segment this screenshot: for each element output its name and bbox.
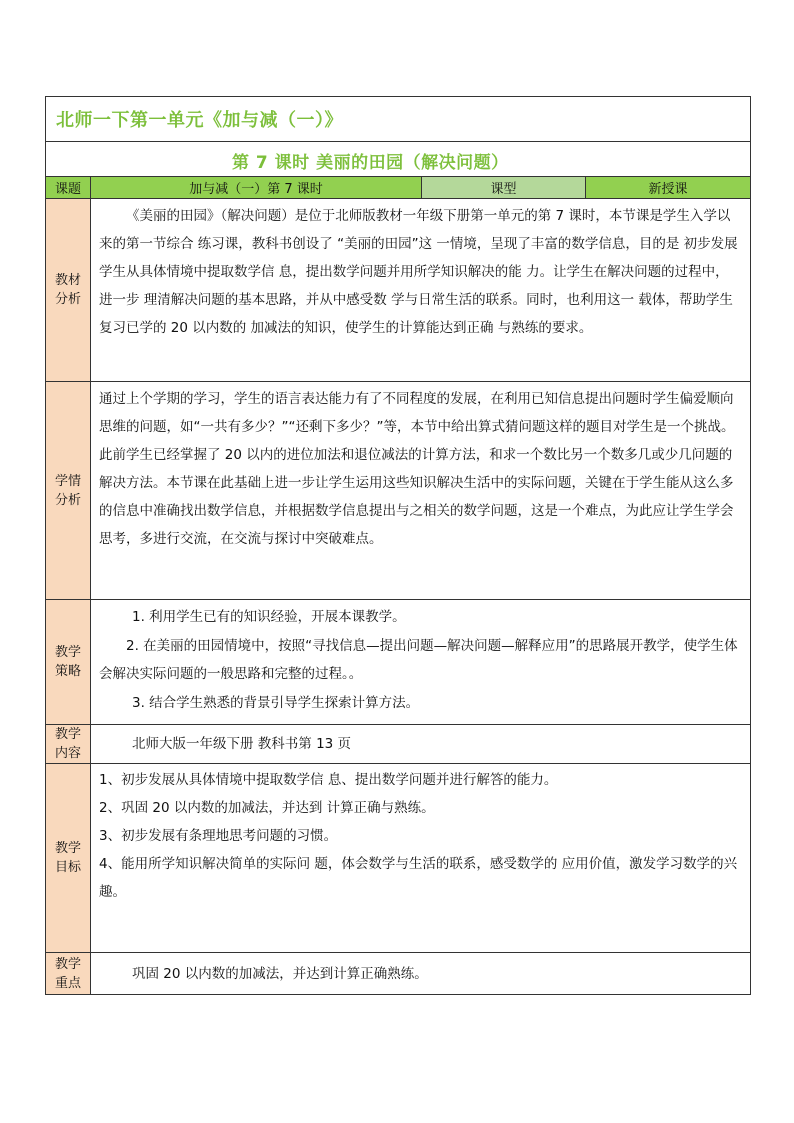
content-content (91, 725, 750, 763)
type-value: 新授课 (586, 177, 750, 198)
strategy-item-2: 2. 在美丽的田园情境中，按照“寻找信息—提出问题—解决问题—解释应用”的思路展开教学，使学生体会解决实际问题的一般思路和完整的过程。。 (99, 638, 738, 682)
textbook-analysis-text: 《美丽的田园》（解决问题）是位于北师版教材一年级下册第一单元的第 7 课时，本节课是学生入学以来的第一节综合 练习课，教科书创设了 “美丽的田园”这 一情境，呈现了丰富的数学信息，目的是 初步发展学生从具体情境中提取数学信 息，提出数学问题并用所学知识解决的能 力。让学生在解决问题的过程中，进一步 理清解决问题的基本思路，并从中感受数 学与日常生活的联系。同时，也利用这一 载体，帮助学生复习已学的 20 以内数的 加减法的知识，使学生的计算能达到正确 与熟练的要求。 (99, 208, 738, 336)
focus-row (46, 953, 750, 994)
goal-item-4: 4、能用所学知识解决简单的实际问 题，体会数学与生活的联系，感受数学的 应用价值，激发学习数学的兴趣。 (99, 856, 738, 900)
strategy-item-3: 3. 结合学生熟悉的背景引导学生探索计算方法。 (132, 695, 420, 711)
textbook-analysis-row (46, 199, 750, 382)
student-analysis-label: 学情 分析 (46, 382, 91, 599)
type-label: 课型 (422, 177, 586, 198)
content-row (46, 725, 750, 764)
strategy-row (46, 600, 750, 725)
student-analysis-row (46, 382, 750, 600)
unit-title: 北师一下第一单元《加与减（一）》 (56, 110, 343, 131)
textbook-analysis-label: 教材 分析 (46, 199, 91, 381)
focus-label: 教学 重点 (46, 953, 91, 994)
student-analysis-content (91, 382, 750, 599)
unit-title-row (46, 97, 750, 142)
goals-label: 教学 目标 (46, 764, 91, 952)
info-row (46, 177, 750, 199)
topic-label: 课题 (46, 177, 91, 198)
topic-value: 加与减（一）第 7 课时 (91, 177, 422, 198)
strategy-label: 教学 策略 (46, 600, 91, 724)
goal-item-1: 1、初步发展从具体情境中提取数学信 息、提出数学问题并进行解答的能力。 (99, 772, 558, 788)
goal-item-2: 2、巩固 20 以内数的加减法，并达到 计算正确与熟练。 (99, 800, 435, 816)
goals-row (46, 764, 750, 953)
student-analysis-text: 通过上个学期的学习，学生的语言表达能力有了不同程度的发展，在利用已知信息提出问题时学生偏爱顺向思维的问题，如“一共有多少？”“还剩下多少？”等，本节中给出算式猜问题这样的题目对学生是一个挑战。此前学生已经掌握了 20 以内的进位加法和退位减法的计算方法，和求一个数比另一个数多几或少几问题的解决方法。本节课在此基础上进一步让学生运用这些知识解决生活中的实际问题，关键在于学生能从这么多的信息中准确找出数学信息，并根据数学信息提出与之相关的数学问题，这是一个难点，为此应让学生学会思考，多进行交流，在交流与探讨中突破难点。 (99, 391, 735, 547)
lesson-plan-table (45, 96, 751, 995)
content-label: 教学 内容 (46, 725, 91, 763)
content-text: 北师大版一年级下册 教科书第 13 页 (132, 736, 352, 752)
goal-item-3: 3、初步发展有条理地思考问题的习惯。 (99, 828, 338, 844)
lesson-title-row (46, 142, 750, 177)
goals-content (91, 764, 750, 952)
focus-text: 巩固 20 以内数的加减法，并达到计算正确熟练。 (132, 965, 428, 982)
lesson-title: 第 7 课时 美丽的田园（解决问题） (232, 153, 509, 173)
strategy-item-1: 1. 利用学生已有的知识经验，开展本课教学。 (132, 609, 406, 625)
strategy-content (91, 600, 750, 724)
textbook-analysis-content (91, 199, 750, 381)
focus-content (91, 953, 750, 994)
